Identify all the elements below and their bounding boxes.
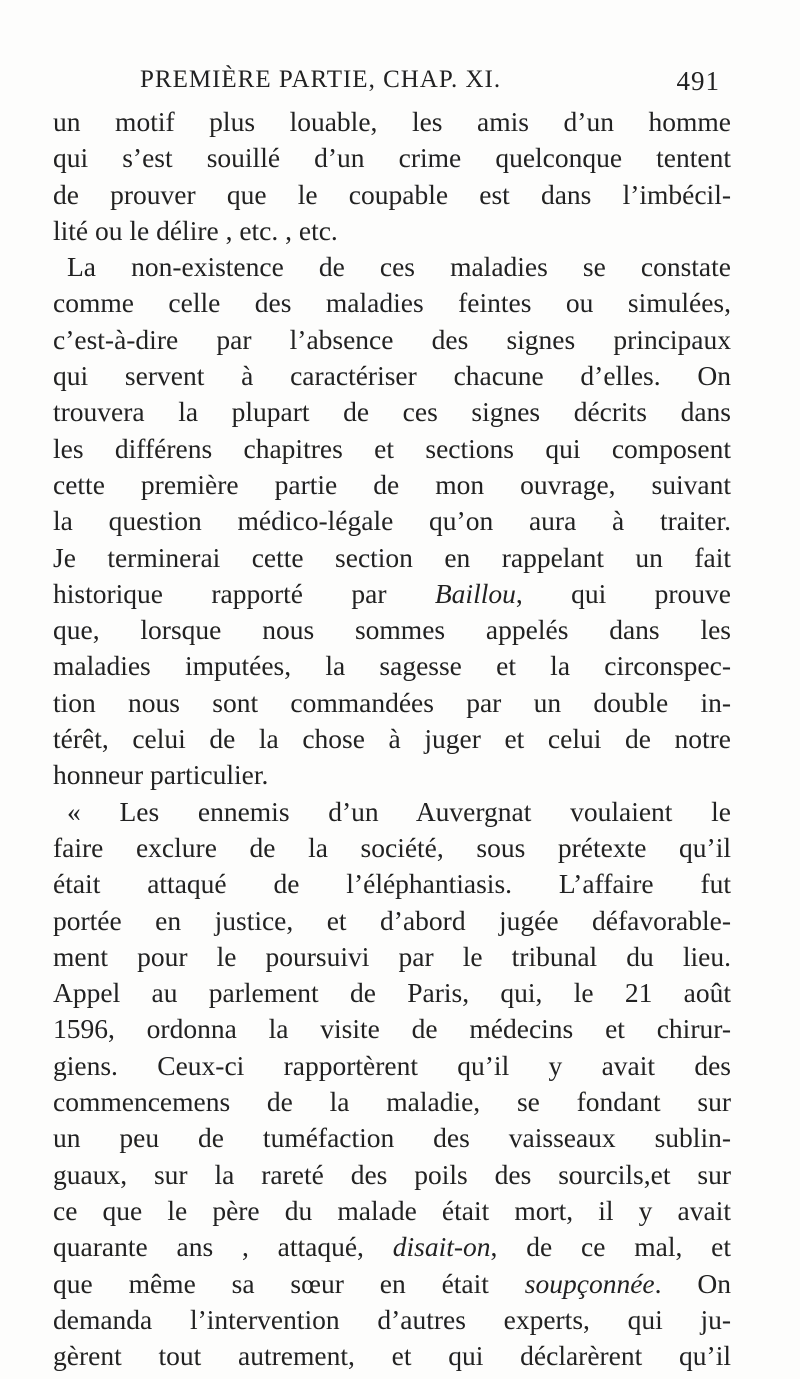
emphasis-disait-on: disait-on: [392, 1231, 491, 1263]
text-line: gèrent tout autrement, et qui déclarèrent qu’il: [53, 1340, 731, 1372]
text-segment: historique rapporté par: [53, 577, 387, 609]
text-line: lité ou le délire , etc. , etc.: [53, 214, 338, 246]
text-line: Je terminerai cette section en rappelant un fait: [53, 541, 731, 573]
text-line: ce que le père du malade était mort, il y avait: [53, 1194, 731, 1226]
text-segment: , qui prouve: [515, 577, 731, 609]
text-line: « Les ennemis d’un Auvergnat voulaient le: [67, 795, 731, 827]
text-line: ment pour le poursuivi par le tribunal du lieu.: [53, 940, 731, 972]
text-line: térêt, celui de la chose à juger et celui de notre: [53, 723, 731, 755]
text-line: [53, 576, 731, 612]
text-line: comme celle des maladies feintes ou simulées,: [53, 287, 731, 319]
text-line: Appel au parlement de Paris, qui, le 21 août: [53, 977, 731, 1009]
page-number: 491: [676, 66, 720, 96]
text-line: était attaqué de l’éléphantiasis. L’affaire fut: [53, 868, 731, 900]
text-line: [53, 1266, 731, 1302]
text-segment: , de ce mal, et: [490, 1231, 731, 1263]
text-segment: quarante ans , attaqué,: [53, 1231, 364, 1263]
text-line: la question médico-légale qu’on aura à traiter.: [53, 505, 731, 537]
text-line: [53, 1229, 731, 1265]
text-line: que, lorsque nous sommes appelés dans les: [53, 614, 731, 646]
text-line: honneur particulier.: [53, 759, 269, 791]
text-segment: . On: [654, 1267, 731, 1299]
text-line: trouvera la plupart de ces signes décrits dans: [53, 396, 731, 428]
text-line: 1596, ordonna la visite de médecins et chirur-: [53, 1013, 731, 1045]
text-line: un peu de tuméfaction des vaisseaux sublin-: [53, 1122, 731, 1154]
text-line: cette première partie de mon ouvrage, suivant: [53, 468, 731, 500]
body-text: [53, 104, 731, 1374]
text-line: demanda l’intervention d’autres experts, qui ju-: [53, 1303, 731, 1335]
text-segment: que même sa sœur en était: [53, 1267, 489, 1299]
text-line: faire exclure de la société, sous prétexte qu’il: [53, 831, 731, 863]
text-line: giens. Ceux-ci rapportèrent qu’il y avait des: [53, 1049, 731, 1081]
text-line: portée en justice, et d’abord jugée défavorable-: [53, 904, 731, 936]
text-line: guaux, sur la rareté des poils des sourcils,et sur: [53, 1158, 731, 1190]
text-line: c’est-à-dire par l’absence des signes principaux: [53, 323, 731, 355]
text-line: un motif plus louable, les amis d’un homme: [53, 106, 731, 137]
text-line: maladies imputées, la sagesse et la circonspec-: [53, 650, 731, 682]
running-header: [140, 66, 720, 102]
text-line: qui servent à caractériser chacune d’elles. On: [53, 360, 731, 392]
text-line: les différens chapitres et sections qui composent: [53, 432, 731, 464]
text-line: commencemens de la maladie, se fondant sur: [53, 1086, 731, 1118]
author-name-baillou: Baillou: [434, 577, 516, 609]
text-line: La non-existence de ces maladies se constate: [67, 251, 731, 283]
text-line: qui s’est souillé d’un crime quelconque tentent: [53, 142, 731, 174]
text-line: de prouver que le coupable est dans l’imbécil-: [53, 178, 731, 210]
emphasis-soupconnee: soupçonnée: [524, 1267, 655, 1299]
running-title: PREMIÈRE PARTIE, CHAP. XI.: [140, 66, 502, 93]
text-line: tion nous sont commandées par un double in-: [53, 686, 731, 718]
